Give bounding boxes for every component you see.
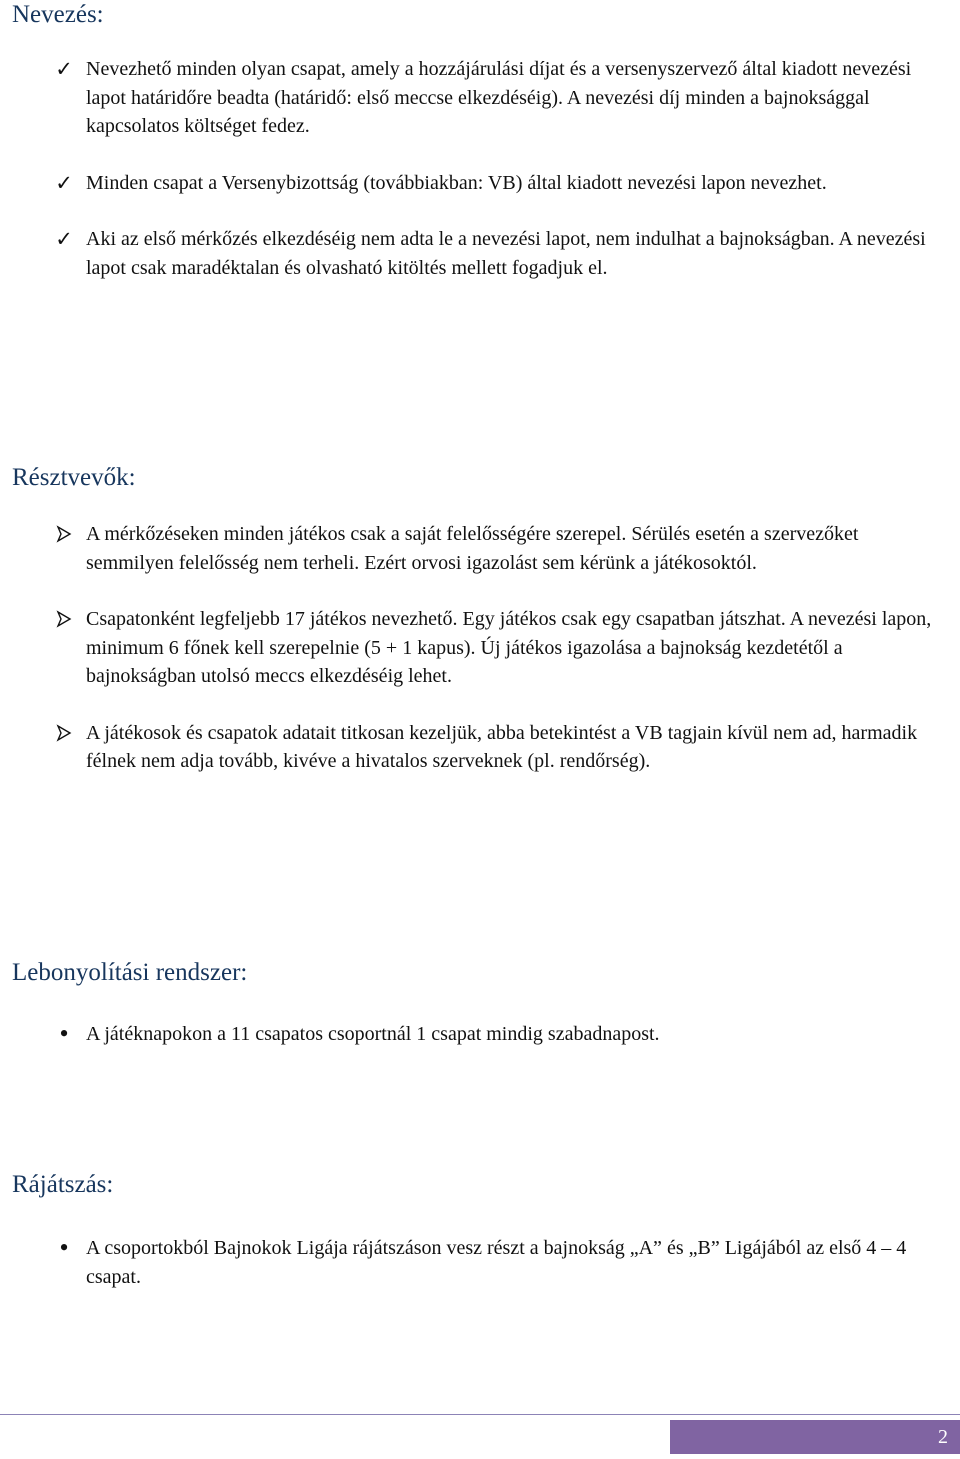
check-icon: ✓ <box>55 227 73 251</box>
list-item <box>0 1234 960 1291</box>
section-title-resztvevok: Résztvevők: <box>12 464 136 491</box>
list-item <box>0 169 960 198</box>
section-title-lebonyolitasi-rendszer: Lebonyolítási rendszer: <box>12 959 248 986</box>
list-item-text: A csoportokból Bajnokok Ligája rájátszáson vesz részt a bajnokság „A” és „B” Ligájából az első 4 – 4 csapat. <box>86 1237 907 1288</box>
list-item <box>0 520 960 577</box>
list-item-text: Nevezhető minden olyan csapat, amely a hozzájárulási díjat és a versenyszervező által kiadott nevezési lapot határidőre beadta (határidő: első meccse elkezdéséig). A nevezési díj minden a bajnoksággal kapcsolatos költséget fedez. <box>86 58 912 137</box>
arrowhead-icon <box>52 520 76 549</box>
page-number-bar <box>670 1420 960 1454</box>
list-item-text: Csapatonként legfeljebb 17 játékos nevezhető. Egy játékos csak egy csapatban játszhat. A nevezési lapon, minimum 6 főnek kell szerepelnie (5 + 1 kapus). Új játékos igazolása a bajnokság kezdetétől a bajnokságban utolsó meccs elkezdéséig lehet. <box>86 608 932 687</box>
list-item <box>0 1020 960 1049</box>
list-item-text: A játékosok és csapatok adatait titkosan kezeljük, abba betekintést a VB tagjain kívül nem ad, harmadik félnek nem adja tovább, kivéve a hivatalos szerveknek (pl. rendőrség). <box>86 721 918 772</box>
section-title-nevezes: Nevezés: <box>12 1 104 28</box>
list-item-text: A játéknapokon a 11 csapatos csoportnál 1 csapat mindig szabadnapost. <box>86 1023 660 1045</box>
lebonyolitas-list <box>0 1020 960 1049</box>
section-title-rajatszas: Rájátszás: <box>12 1171 114 1198</box>
arrowhead-icon <box>52 605 76 634</box>
list-item <box>0 605 960 691</box>
bullet-icon: • <box>59 1019 69 1048</box>
resztvevok-list <box>0 520 960 776</box>
list-item <box>0 55 960 141</box>
arrowhead-icon <box>52 719 76 748</box>
nevezes-list <box>0 55 960 282</box>
page-number: 2 <box>938 1426 948 1448</box>
check-icon: ✓ <box>55 170 73 195</box>
list-item-text: Minden csapat a Versenybizottság (továbbiakban: VB) által kiadott nevezési lapon nevezhet. <box>86 171 827 194</box>
list-item <box>0 225 960 282</box>
bullet-icon: • <box>59 1233 69 1262</box>
list-item-text: A mérkőzéseken minden játékos csak a saját felelősségére szerepel. Sérülés esetén a szervezőket semmilyen felelősség nem terheli. Ezért orvosi igazolást sem kérünk a játékosoktól. <box>86 523 859 574</box>
rajatszas-list <box>0 1234 960 1291</box>
check-icon: ✓ <box>55 57 73 81</box>
footer-divider <box>0 1414 960 1415</box>
list-item-text: Aki az első mérkőzés elkezdéséig nem adta le a nevezési lapot, nem indulhat a bajnokságban. A nevezési lapot csak maradéktalan és olvasható kitöltés mellett fogadjuk el. <box>86 228 926 279</box>
list-item <box>0 719 960 776</box>
